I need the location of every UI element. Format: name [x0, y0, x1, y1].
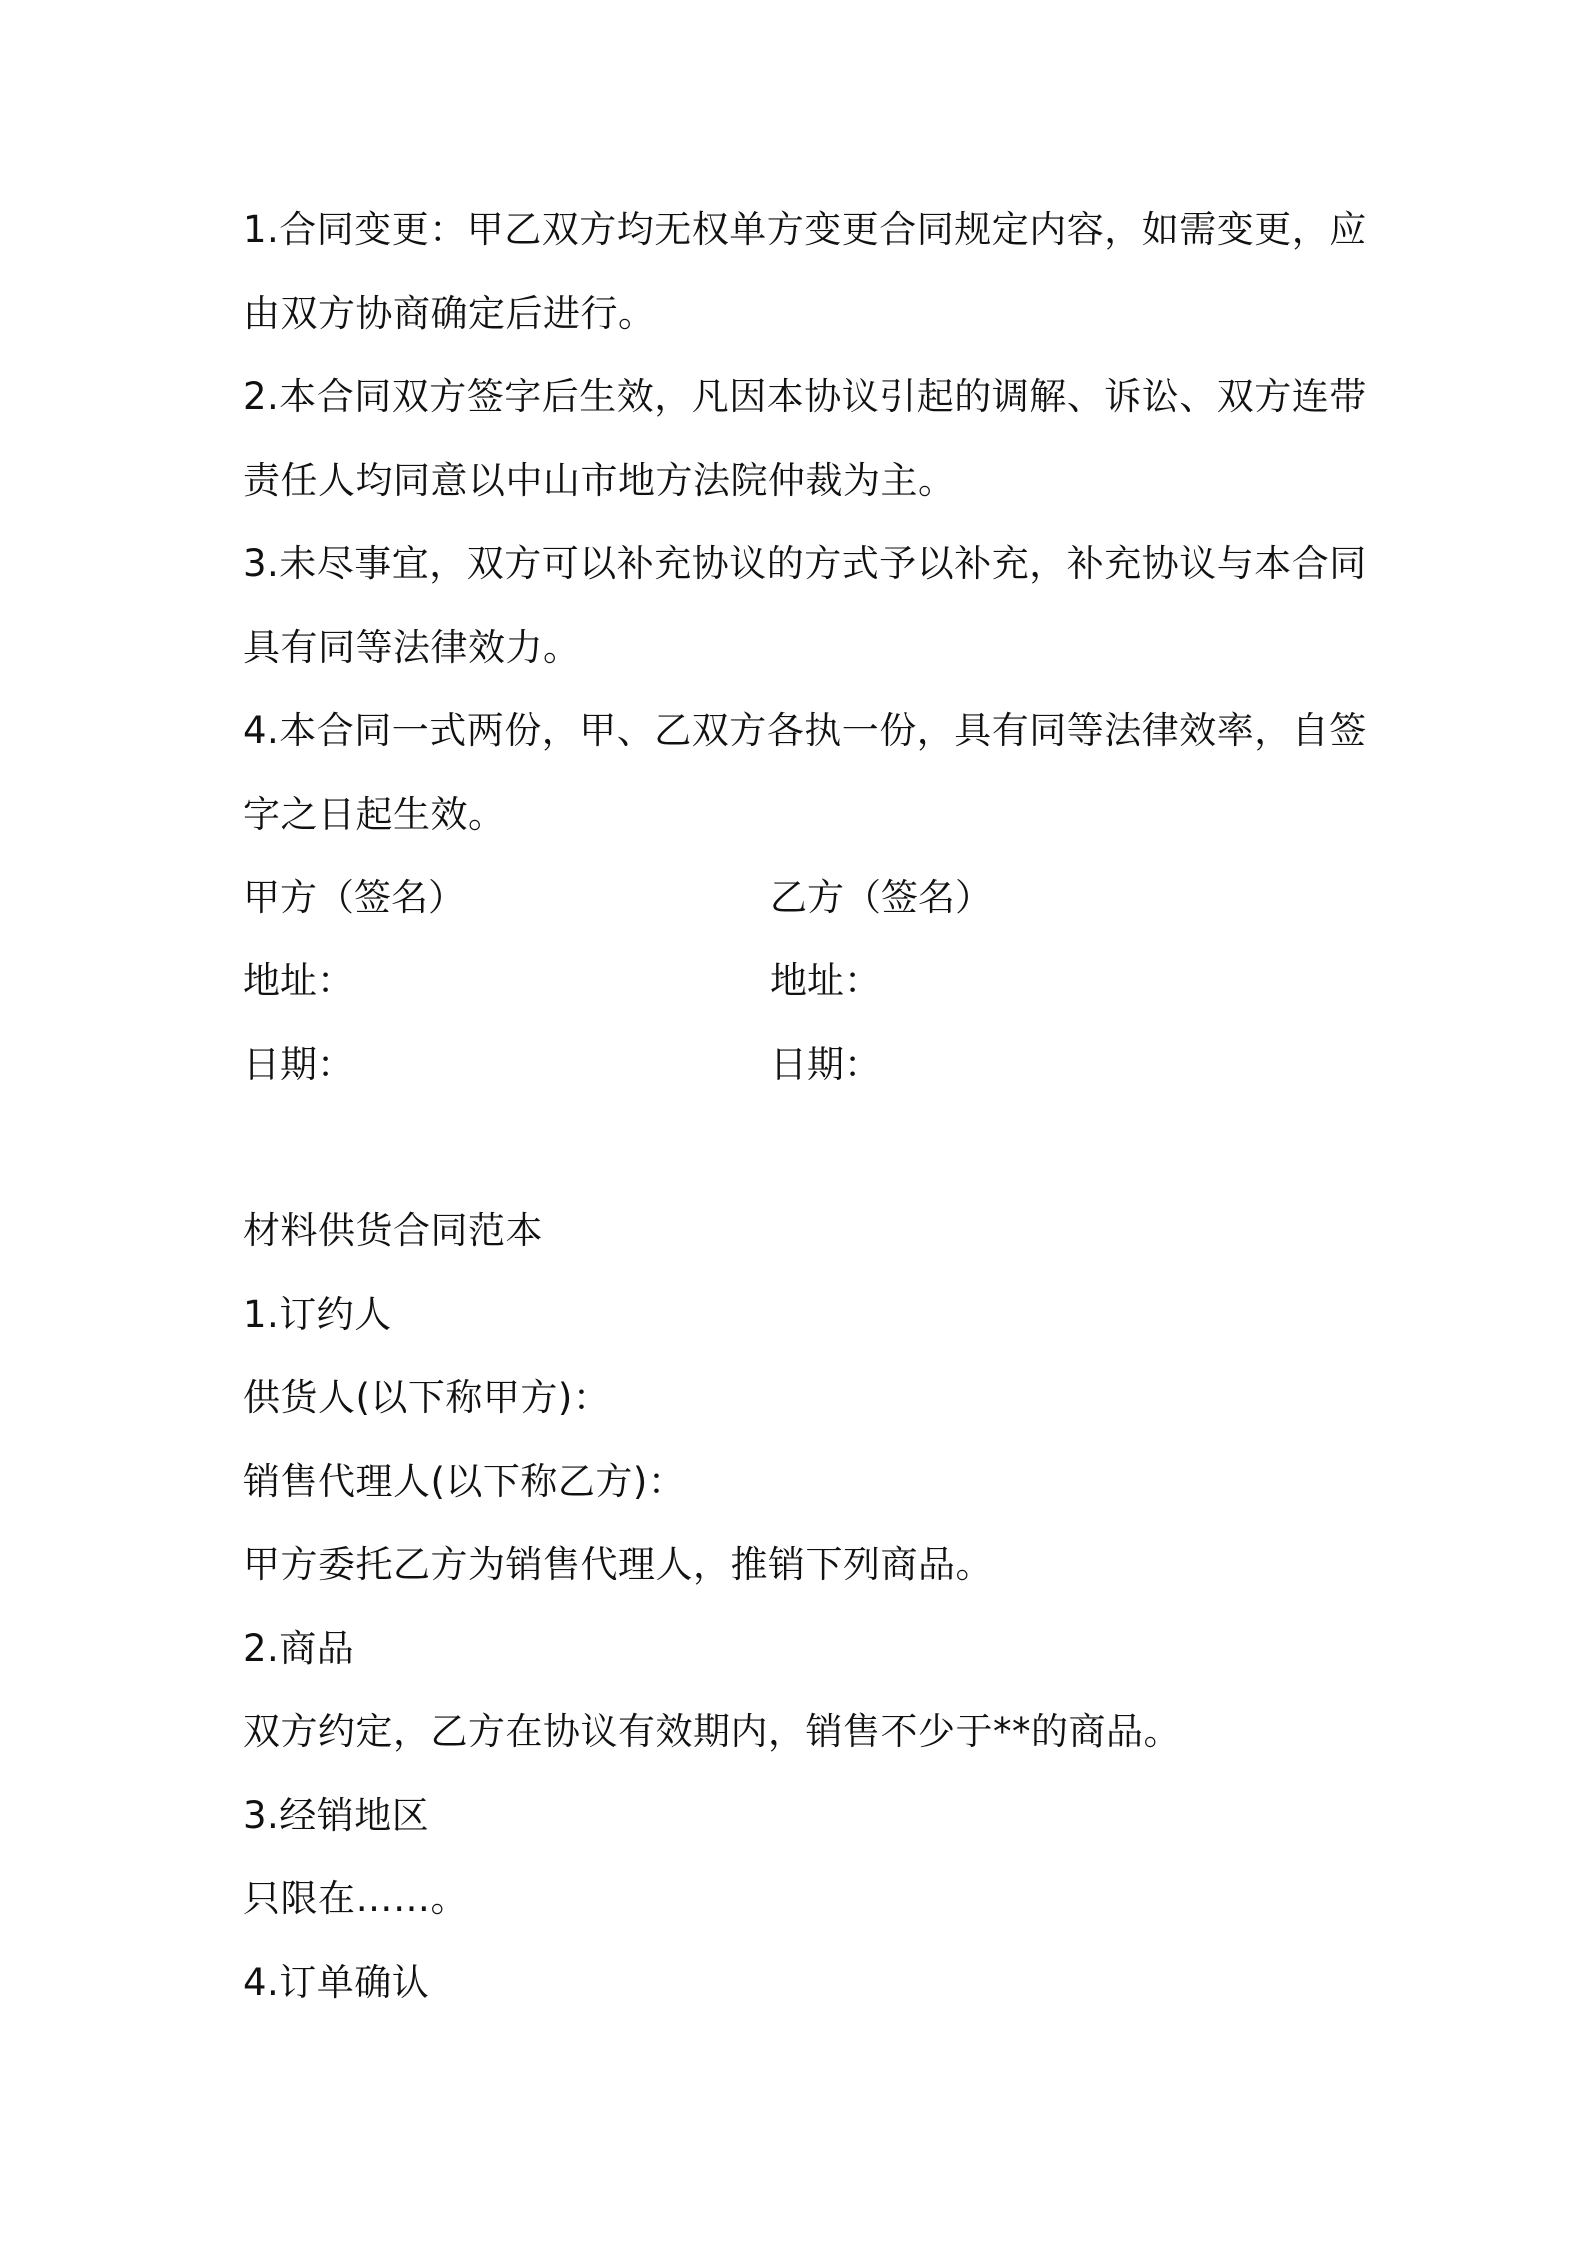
- clause-1-line-1: 1.合同变更：甲乙双方均无权单方变更合同规定内容，如需变更，应: [243, 208, 1367, 251]
- party-a-signature: 甲方（签名）: [243, 876, 465, 919]
- section2-line-3: 销售代理人(以下称乙方)：: [243, 1460, 686, 1503]
- section2-line-4: 甲方委托乙方为销售代理人，推销下列商品。: [243, 1543, 993, 1586]
- section2-line-5: 2.商品: [243, 1627, 355, 1670]
- party-a-address: 地址：: [243, 959, 354, 1002]
- section2-line-8: 只限在……。: [243, 1877, 468, 1920]
- clause-3-line-1: 3.未尽事宜，双方可以补充协议的方式予以补充，补充协议与本合同: [243, 542, 1367, 585]
- section2-line-1: 1.订约人: [243, 1293, 392, 1336]
- clause-4-line-1: 4.本合同一式两份，甲、乙双方各执一份，具有同等法律效率，自签: [243, 709, 1367, 752]
- section-title: 材料供货合同范本: [243, 1209, 543, 1252]
- clause-1-line-2: 由双方协商确定后进行。: [243, 292, 656, 335]
- section2-line-7: 3.经销地区: [243, 1794, 430, 1837]
- party-b-signature: 乙方（签名）: [770, 876, 992, 919]
- section2-line-6: 双方约定，乙方在协议有效期内，销售不少于**的商品。: [243, 1710, 1181, 1753]
- party-a-date: 日期：: [243, 1043, 354, 1086]
- party-b-address: 地址：: [770, 959, 881, 1002]
- clause-2-line-2: 责任人均同意以中山市地方法院仲裁为主。: [243, 459, 956, 502]
- clause-4-line-2: 字之日起生效。: [243, 793, 506, 836]
- clause-2-line-1: 2.本合同双方签字后生效，凡因本协议引起的调解、诉讼、双方连带: [243, 375, 1367, 418]
- section2-line-9: 4.订单确认: [243, 1961, 430, 2004]
- section2-line-2: 供货人(以下称甲方)：: [243, 1376, 611, 1419]
- party-b-date: 日期：: [770, 1043, 881, 1086]
- clause-3-line-2: 具有同等法律效力。: [243, 626, 581, 669]
